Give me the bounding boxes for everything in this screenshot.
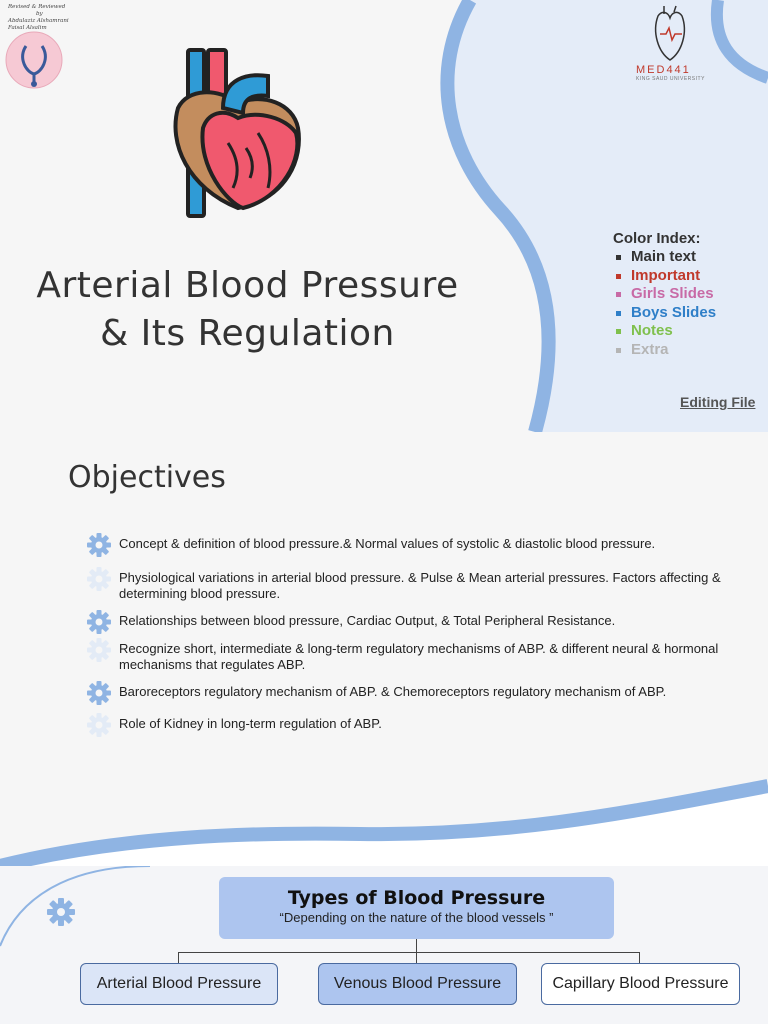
- gear-icon: [46, 897, 76, 927]
- credit-line: by: [36, 11, 43, 17]
- logo-text: MED441: [636, 64, 691, 76]
- color-index-item: [613, 341, 716, 360]
- color-index-item: [613, 267, 716, 286]
- objective-item: [86, 570, 766, 602]
- objective-text: Physiological variations in arterial blood pressure. & Pulse & Mean arterial pressures. Factors affecting & determining blood pressure.: [119, 570, 721, 601]
- gear-icon: [86, 637, 112, 663]
- connector-line: [178, 952, 640, 953]
- bullet-icon: [616, 311, 621, 316]
- objective-text: Role of Kidney in long-term regulation of ABP.: [119, 716, 382, 731]
- stethoscope-badge-icon: [4, 30, 64, 90]
- bullet-icon: [616, 255, 621, 260]
- objective-text: Concept & definition of blood pressure.& Normal values of systolic & diastolic blood pressure.: [119, 536, 656, 551]
- objective-text: Baroreceptors regulatory mechanism of ABP. & Chemoreceptors regulatory mechanism of ABP.: [119, 684, 667, 699]
- color-index-label: Notes: [631, 322, 673, 339]
- objectives-slide: [0, 432, 768, 866]
- connector-line: [178, 952, 179, 963]
- bullet-icon: [616, 274, 621, 279]
- title-line-1: Arterial Blood Pressure: [36, 265, 459, 306]
- bullet-icon: [616, 348, 621, 353]
- credit-line: Revised & Reviewed: [8, 4, 66, 10]
- bullet-icon: [616, 329, 621, 334]
- objective-item: [86, 716, 766, 732]
- arterial-bp-box: Arterial Blood Pressure: [80, 963, 278, 1005]
- title-line-2: & Its Regulation: [100, 313, 395, 354]
- objective-text: Relationships between blood pressure, Cardiac Output, & Total Peripheral Resistance.: [119, 613, 616, 628]
- types-title-box: [219, 877, 614, 939]
- logo-subtext: KING SAUD UNIVERSITY: [636, 76, 705, 82]
- capillary-bp-box: Capillary Blood Pressure: [541, 963, 740, 1005]
- venous-bp-box: Venous Blood Pressure: [318, 963, 517, 1005]
- objective-item: [86, 684, 766, 700]
- color-index-label: Girls Slides: [631, 285, 714, 302]
- color-index-item: [613, 304, 716, 323]
- objectives-heading: Objectives: [68, 460, 226, 495]
- color-index: [613, 230, 716, 359]
- color-index-label: Important: [631, 266, 701, 284]
- heart-logo-icon: [650, 4, 690, 64]
- color-index-item: [613, 248, 716, 267]
- types-slide: [0, 866, 768, 1024]
- gear-icon: [86, 566, 112, 592]
- credit-text: [8, 4, 69, 32]
- credit-line: Abdulaziz Alshamrani: [8, 18, 69, 24]
- credit-line: Faisal Alsalim: [8, 25, 47, 31]
- color-index-item: [613, 285, 716, 304]
- color-index-heading: Color Index:: [613, 230, 701, 247]
- color-index-label: Boys Slides: [631, 303, 717, 321]
- objective-text: Recognize short, intermediate & long-term regulatory mechanisms of ABP. & different neural & hormonal mechanisms that regulates ABP.: [119, 641, 719, 672]
- connector-line: [416, 939, 417, 952]
- connector-line: [639, 952, 640, 963]
- title-slide: [0, 0, 768, 432]
- gear-icon: [86, 609, 112, 635]
- types-title: Types of Blood Pressure: [287, 887, 546, 909]
- color-index-label: Main text: [631, 248, 697, 265]
- objective-item: [86, 613, 766, 629]
- bullet-icon: [616, 292, 621, 297]
- editing-file-link[interactable]: Editing File: [680, 394, 756, 410]
- objective-item: [86, 536, 766, 552]
- gear-icon: [86, 532, 112, 558]
- heart-icon: [168, 48, 308, 218]
- gear-icon: [86, 680, 112, 706]
- gear-icon: [86, 712, 112, 738]
- color-index-item: [613, 322, 716, 341]
- objective-item: [86, 641, 766, 673]
- color-index-label: Extra: [631, 340, 669, 358]
- types-subtitle: “Depending on the nature of the blood vessels ”: [279, 910, 554, 925]
- connector-line: [416, 952, 417, 963]
- page-title: [20, 262, 475, 358]
